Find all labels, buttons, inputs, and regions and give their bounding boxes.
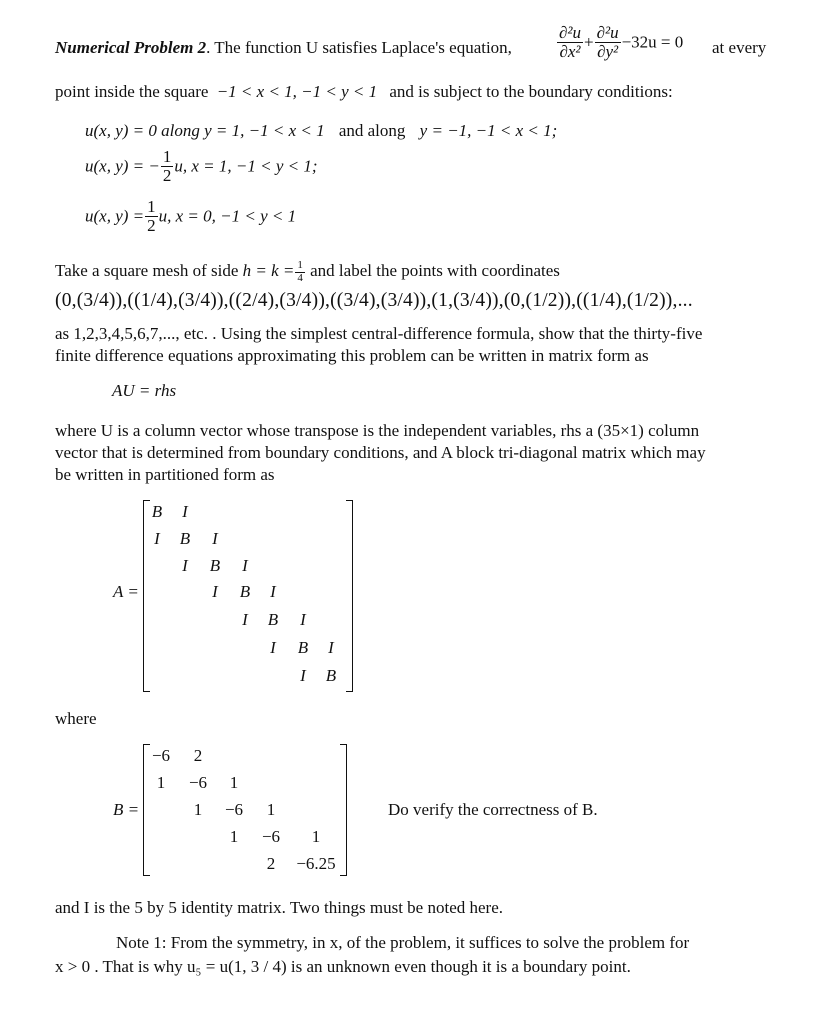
matrix-b-label: B =: [113, 800, 140, 819]
bc1-mid: and along: [338, 121, 406, 140]
problem-statement-line2: [55, 82, 673, 102]
a-cell: I: [300, 666, 306, 685]
note1-line2: x > 0 . That is why u₅ = u(1, 3 / 4) is an unknown even though it is a boundary point.: [55, 957, 631, 976]
a-cell: I: [328, 638, 334, 657]
b-cell: 1: [229, 773, 239, 792]
a-cell: B: [267, 610, 279, 629]
a-cell: I: [300, 610, 306, 629]
matrix-a-label: A =: [113, 582, 139, 601]
identity-note: and I is the 5 by 5 identity matrix. Two things must be noted here.: [55, 898, 503, 917]
bc3-right: u, x = 0, −1 < y < 1: [158, 206, 297, 226]
pde-term: −32u = 0: [621, 32, 684, 52]
bc3-left: u(x, y) =: [85, 206, 145, 226]
bc1-tail: y = −1, −1 < x < 1;: [419, 121, 558, 140]
b-cell: −6: [224, 800, 244, 819]
line2-text: point inside the square: [55, 82, 209, 101]
matrix-b-note: Do verify the correctness of B.: [388, 800, 598, 819]
problem-title: Numerical Problem 2: [55, 38, 207, 57]
bc2-right: u, x = 1, −1 < y < 1;: [174, 156, 318, 176]
mesh-hk: h = k =: [242, 260, 295, 280]
d2u-dy2: $\frac{\text{∂²u}}{\text{∂y²}}$: [596, 23, 619, 61]
where1-line1: where U is a column vector whose transpose is the independent variables, rhs a (35×1) column: [55, 421, 700, 440]
mesh-labels: as 1,2,3,4,5,6,7,..., etc. . Using the simplest central-difference formula, show that the thirty-five: [55, 324, 703, 343]
b-cell: 1: [229, 827, 239, 846]
bc3-half: $\frac{1}{2}$: [147, 197, 156, 235]
mesh-quarter: $\frac{1}{4}$: [297, 259, 303, 284]
bc1: [85, 121, 557, 141]
matrix-a-right-bracket: [346, 500, 353, 692]
b-cell: 2: [193, 746, 203, 765]
where2: where: [55, 709, 97, 728]
problem-intro: . The function U satisfies Laplace's equation,: [206, 38, 512, 57]
b-cell: −6: [188, 773, 208, 792]
a-cell: I: [182, 556, 188, 575]
bc3: [85, 198, 296, 235]
where1-line2: vector that is determined from boundary conditions, and A block tri-diagonal matrix which may: [55, 443, 706, 462]
b-cell: 1: [156, 773, 166, 792]
b-cell: 1: [266, 800, 276, 819]
at-every: at every: [712, 38, 767, 57]
note1-line1: Note 1: From the symmetry, in x, of the problem, it suffices to solve the problem for: [116, 933, 690, 952]
a-cell: I: [242, 556, 248, 575]
mesh-text1: Take a square mesh of side: [55, 260, 239, 280]
mesh-line3: finite difference equations approximating this problem can be written in matrix form as: [55, 346, 649, 365]
matrix-b-right-bracket: [340, 744, 347, 876]
matrix-equation: AU = rhs: [112, 381, 177, 400]
a-cell: B: [151, 502, 163, 521]
bc2: [85, 148, 318, 185]
mesh-line1: [55, 260, 560, 284]
problem-statement-line1: [55, 38, 512, 58]
a-cell: B: [239, 582, 251, 601]
b-cell: −6: [151, 746, 171, 765]
a-cell: B: [297, 638, 309, 657]
line2-tail: and is subject to the boundary conditions:: [389, 82, 673, 101]
domain-text: −1 < x < 1, −1 < y < 1: [216, 82, 378, 101]
mesh-text2: and label the points with coordinates: [310, 260, 560, 280]
a-cell: I: [270, 638, 276, 657]
bc2-left: u(x, y) = −: [85, 156, 160, 176]
a-cell: B: [209, 556, 221, 575]
mesh-coords: (0,(3/4)),((1/4),(3/4)),((2/4),(3/4)),((3/4),(3/4)),(1,(3/4)),(0,(1/2)),((1/4),(1/2)),...: [55, 290, 693, 311]
b-cell: 1: [311, 827, 321, 846]
d2u-dx2: $\frac{\text{∂²u}}{\text{∂x²}}$: [559, 23, 581, 61]
b-cell: −6: [261, 827, 281, 846]
a-cell: I: [212, 582, 218, 601]
a-cell: B: [325, 666, 337, 685]
b-cell: 2: [266, 854, 276, 873]
laplace-equation: $\frac{\text{∂²u}}{\text{∂x²}}$ + $\frac{\text{∂²u}}{\text{∂y²}}$ −32u = 0: [559, 23, 684, 61]
bc1-text: u(x, y) = 0 along y = 1, −1 < x < 1: [85, 121, 325, 140]
b-cell: 1: [193, 800, 203, 819]
bc2-half: $\frac{1}{2}$: [162, 147, 172, 185]
a-cell: B: [179, 529, 191, 548]
a-cell: I: [242, 610, 248, 629]
where1-line3: be written in partitioned form as: [55, 465, 275, 484]
b-cell: −6.25: [296, 854, 336, 873]
a-cell: I: [212, 529, 218, 548]
a-cell: I: [182, 502, 188, 521]
a-cell: I: [154, 529, 160, 548]
a-cell: I: [270, 582, 276, 601]
